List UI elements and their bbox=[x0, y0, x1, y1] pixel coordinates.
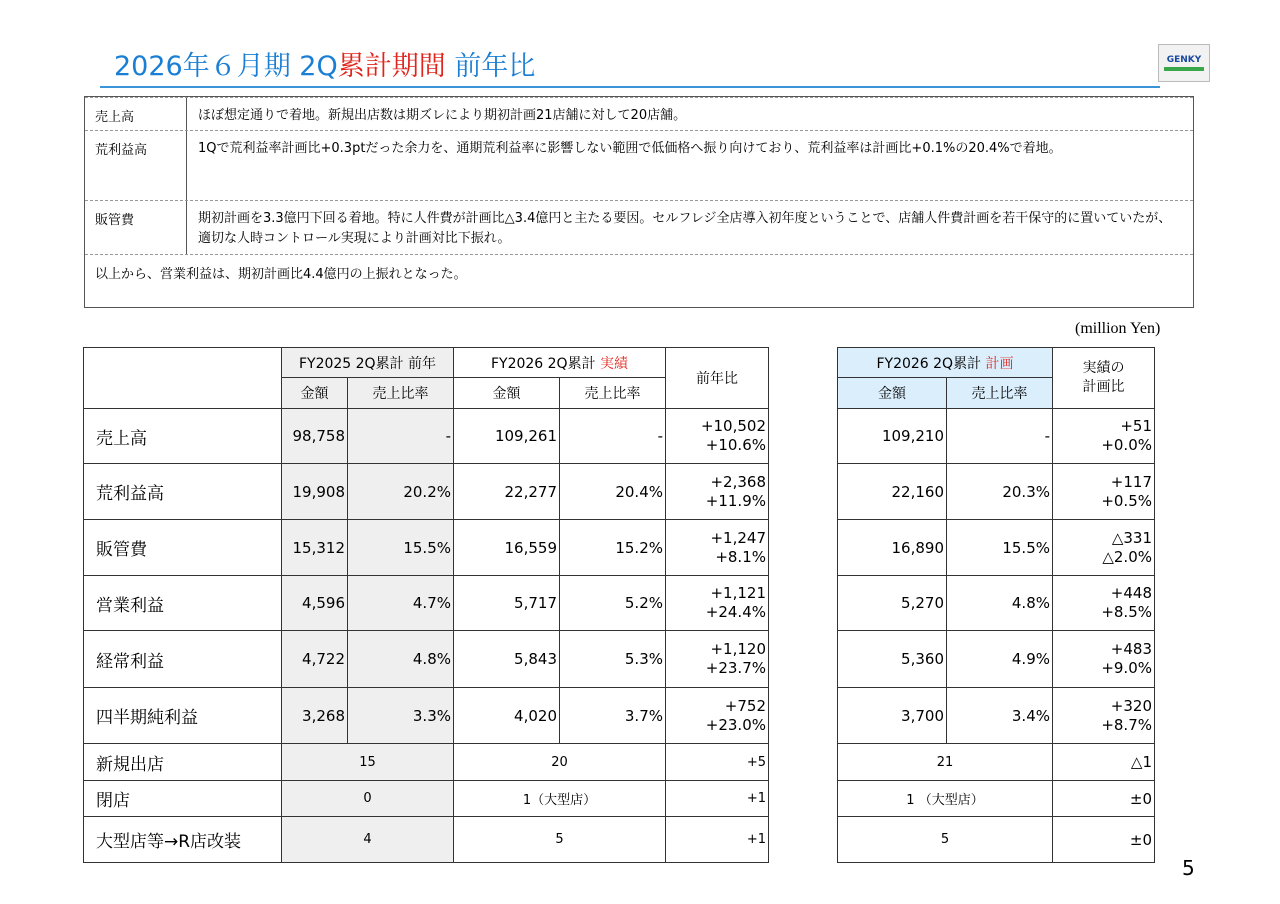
fy2026-ratio: 5.3% bbox=[560, 631, 666, 688]
note-head: 売上高 bbox=[95, 110, 135, 125]
vs-plan-count: ±0 bbox=[1053, 817, 1155, 863]
table-row bbox=[84, 464, 769, 520]
fy2025-amount: 15,312 bbox=[282, 520, 348, 576]
fy2025-amount: 98,758 bbox=[282, 409, 348, 464]
table-row bbox=[84, 409, 769, 464]
page-number: 5 bbox=[1182, 856, 1195, 880]
fy2026-ratio: 3.7% bbox=[560, 688, 666, 744]
header-fy2026-plan bbox=[838, 348, 1053, 378]
plan-table bbox=[837, 347, 1155, 863]
plan-ratio: 3.4% bbox=[947, 688, 1053, 744]
note-head: 荒利益高 bbox=[95, 143, 148, 158]
table-row bbox=[838, 576, 1155, 631]
row-label: 売上高 bbox=[84, 409, 282, 464]
row-label: 荒利益高 bbox=[84, 464, 282, 520]
header-amount: 金額 bbox=[454, 378, 560, 409]
store-row bbox=[84, 744, 769, 781]
yoy-change-amount: +1,120 bbox=[710, 640, 766, 658]
vs-plan-percent: +8.7% bbox=[1101, 715, 1152, 734]
title-part2: 累計期間 bbox=[337, 51, 446, 82]
yoy-change bbox=[666, 576, 769, 631]
fy2026-amount: 5,717 bbox=[454, 576, 560, 631]
yoy-change-percent: +24.4% bbox=[705, 603, 766, 621]
title-part1: 2026年６月期 2Q bbox=[114, 51, 338, 82]
commentary-box bbox=[84, 96, 1194, 308]
logo-text: GENKY bbox=[1166, 55, 1202, 65]
vs-plan bbox=[1053, 409, 1155, 464]
plan-amount: 22,160 bbox=[838, 464, 947, 520]
vs-plan-percent: +0.5% bbox=[1101, 491, 1152, 510]
yoy-change bbox=[666, 688, 769, 744]
fy2026-amount: 22,277 bbox=[454, 464, 560, 520]
note-summary bbox=[85, 254, 1193, 308]
note-text: ほぼ想定通りで着地。新規出店数は期ズレにより期初計画21店舗に対して20店舗。 bbox=[198, 108, 687, 123]
yoy-change bbox=[666, 409, 769, 464]
vs-plan-amount: +483 bbox=[1110, 640, 1152, 658]
fy2025-count: 4 bbox=[282, 817, 454, 863]
note-head: 販管費 bbox=[95, 213, 135, 228]
vs-plan-percent: +8.5% bbox=[1101, 603, 1152, 621]
header-fy2026-text: FY2026 2Q累計 bbox=[490, 355, 601, 372]
fy2026-count: 5 bbox=[454, 817, 666, 863]
unit-label: (million Yen) bbox=[1075, 320, 1161, 337]
plan-count: 5 bbox=[838, 817, 1053, 863]
vs-plan bbox=[1053, 688, 1155, 744]
vs-plan-amount: △331 bbox=[1111, 528, 1152, 547]
title-underline bbox=[100, 86, 1160, 88]
yoy-count: +5 bbox=[666, 744, 769, 781]
yoy-change-amount: +2,368 bbox=[710, 472, 766, 491]
yoy-change-amount: +10,502 bbox=[700, 417, 766, 435]
vs-plan-percent: +9.0% bbox=[1101, 659, 1152, 677]
store-row bbox=[838, 817, 1155, 863]
header-blank bbox=[84, 348, 282, 409]
fy2025-amount: 3,268 bbox=[282, 688, 348, 744]
plan-amount: 5,270 bbox=[838, 576, 947, 631]
store-row bbox=[84, 817, 769, 863]
vs-plan bbox=[1053, 520, 1155, 576]
note-sales bbox=[85, 97, 1193, 130]
vs-plan-amount: +320 bbox=[1110, 696, 1152, 715]
yoy-change-amount: +1,121 bbox=[710, 584, 766, 602]
row-label: 経常利益 bbox=[84, 631, 282, 688]
plan-amount: 109,210 bbox=[838, 409, 947, 464]
note-gross-profit bbox=[85, 130, 1193, 200]
fy2026-ratio: 15.2% bbox=[560, 520, 666, 576]
table-row bbox=[838, 688, 1155, 744]
note-text: 期初計画を3.3億円下回る着地。特に人件費が計画比△3.4億円と主たる要因。セルフレジ全店導入初年度ということで、店舗人件費計画を若干保守的に置いていたが、適切な人時コントロール実現により計画対比下振れ。 bbox=[198, 211, 1172, 246]
yoy-change-amount: +1,247 bbox=[710, 528, 766, 547]
fy2025-amount: 4,722 bbox=[282, 631, 348, 688]
table-row bbox=[84, 631, 769, 688]
fy2025-ratio: 3.3% bbox=[348, 688, 454, 744]
store-row bbox=[84, 781, 769, 817]
yoy-change-percent: +8.1% bbox=[715, 547, 766, 566]
table-row bbox=[838, 464, 1155, 520]
note-text: 以上から、営業利益は、期初計画比4.4億円の上振れとなった。 bbox=[95, 267, 467, 282]
fy2025-ratio: 4.8% bbox=[348, 631, 454, 688]
plan-ratio: 4.9% bbox=[947, 631, 1053, 688]
fy2026-ratio: 20.4% bbox=[560, 464, 666, 520]
plan-amount: 16,890 bbox=[838, 520, 947, 576]
vs-plan-amount: +117 bbox=[1110, 472, 1152, 491]
yoy-change bbox=[666, 631, 769, 688]
vs-plan-percent: +0.0% bbox=[1101, 436, 1152, 454]
plan-count: 1 （大型店） bbox=[838, 781, 1053, 817]
header-amount: 金額 bbox=[282, 378, 348, 409]
fy2025-ratio: - bbox=[348, 409, 454, 464]
yoy-change-percent: +23.0% bbox=[705, 715, 766, 734]
yoy-change-percent: +10.6% bbox=[705, 436, 766, 454]
vs-plan-percent: △2.0% bbox=[1102, 547, 1152, 566]
header-yoy: 前年比 bbox=[666, 348, 769, 409]
fy2025-amount: 19,908 bbox=[282, 464, 348, 520]
fy2025-ratio: 4.7% bbox=[348, 576, 454, 631]
results-table bbox=[83, 347, 769, 863]
vs-plan bbox=[1053, 576, 1155, 631]
header-plan-text: FY2026 2Q累計 bbox=[876, 355, 986, 372]
vs-plan-count: ±0 bbox=[1053, 781, 1155, 817]
header-ratio: 売上比率 bbox=[348, 378, 454, 409]
table-row bbox=[84, 520, 769, 576]
header-fy2026-actual bbox=[454, 348, 666, 378]
vs-plan bbox=[1053, 631, 1155, 688]
header-amount: 金額 bbox=[838, 378, 947, 409]
fy2026-count: 20 bbox=[454, 744, 666, 781]
plan-ratio: - bbox=[947, 409, 1053, 464]
yoy-count: +1 bbox=[666, 781, 769, 817]
fy2026-count: 1（大型店） bbox=[454, 781, 666, 817]
note-text: 1Qで荒利益率計画比+0.3ptだった余力を、通期荒利益率に影響しない範囲で低価格へ振り向けており、荒利益率は計画比+0.1%の20.4%で着地。 bbox=[198, 141, 1062, 156]
vs-plan-count: △1 bbox=[1053, 744, 1155, 781]
row-label: 大型店等→R店改装 bbox=[84, 817, 282, 863]
row-label: 閉店 bbox=[84, 781, 282, 817]
fy2025-ratio: 15.5% bbox=[348, 520, 454, 576]
header-ratio: 売上比率 bbox=[560, 378, 666, 409]
store-row bbox=[838, 744, 1155, 781]
fy2026-amount: 109,261 bbox=[454, 409, 560, 464]
company-logo bbox=[1158, 44, 1210, 82]
yoy-change bbox=[666, 464, 769, 520]
yoy-change bbox=[666, 520, 769, 576]
fy2025-count: 0 bbox=[282, 781, 454, 817]
page-title bbox=[114, 44, 535, 83]
header-fy2025: FY2025 2Q累計 前年 bbox=[282, 348, 454, 378]
fy2025-count: 15 bbox=[282, 744, 454, 781]
header-ratio: 売上比率 bbox=[947, 378, 1053, 409]
row-label: 販管費 bbox=[84, 520, 282, 576]
vs-plan-amount: +51 bbox=[1120, 417, 1152, 435]
note-sga bbox=[85, 200, 1193, 254]
plan-amount: 5,360 bbox=[838, 631, 947, 688]
plan-count: 21 bbox=[838, 744, 1053, 781]
fy2026-ratio: - bbox=[560, 409, 666, 464]
plan-ratio: 20.3% bbox=[947, 464, 1053, 520]
table-row bbox=[84, 576, 769, 631]
header-actual-label: 実績 bbox=[600, 355, 629, 372]
fy2026-ratio: 5.2% bbox=[560, 576, 666, 631]
plan-ratio: 15.5% bbox=[947, 520, 1053, 576]
table-row bbox=[84, 688, 769, 744]
plan-amount: 3,700 bbox=[838, 688, 947, 744]
header-plan-label: 計画 bbox=[985, 355, 1014, 372]
table-row bbox=[838, 631, 1155, 688]
yoy-change-amount: +752 bbox=[724, 696, 766, 715]
fy2025-ratio: 20.2% bbox=[348, 464, 454, 520]
row-label: 営業利益 bbox=[84, 576, 282, 631]
row-label: 四半期純利益 bbox=[84, 688, 282, 744]
store-row bbox=[838, 781, 1155, 817]
yoy-change-percent: +23.7% bbox=[705, 659, 766, 677]
fy2026-amount: 4,020 bbox=[454, 688, 560, 744]
yoy-count: +1 bbox=[666, 817, 769, 863]
vs-plan bbox=[1053, 464, 1155, 520]
row-label: 新規出店 bbox=[84, 744, 282, 781]
fy2026-amount: 16,559 bbox=[454, 520, 560, 576]
vs-plan-amount: +448 bbox=[1110, 584, 1152, 602]
table-row bbox=[838, 409, 1155, 464]
fy2026-amount: 5,843 bbox=[454, 631, 560, 688]
table-row bbox=[838, 520, 1155, 576]
fy2025-amount: 4,596 bbox=[282, 576, 348, 631]
header-vs-plan: 実績の 計画比 bbox=[1053, 348, 1155, 409]
yoy-change-percent: +11.9% bbox=[705, 491, 766, 510]
logo-bar bbox=[1164, 67, 1204, 71]
title-part3: 前年比 bbox=[445, 51, 536, 82]
plan-ratio: 4.8% bbox=[947, 576, 1053, 631]
